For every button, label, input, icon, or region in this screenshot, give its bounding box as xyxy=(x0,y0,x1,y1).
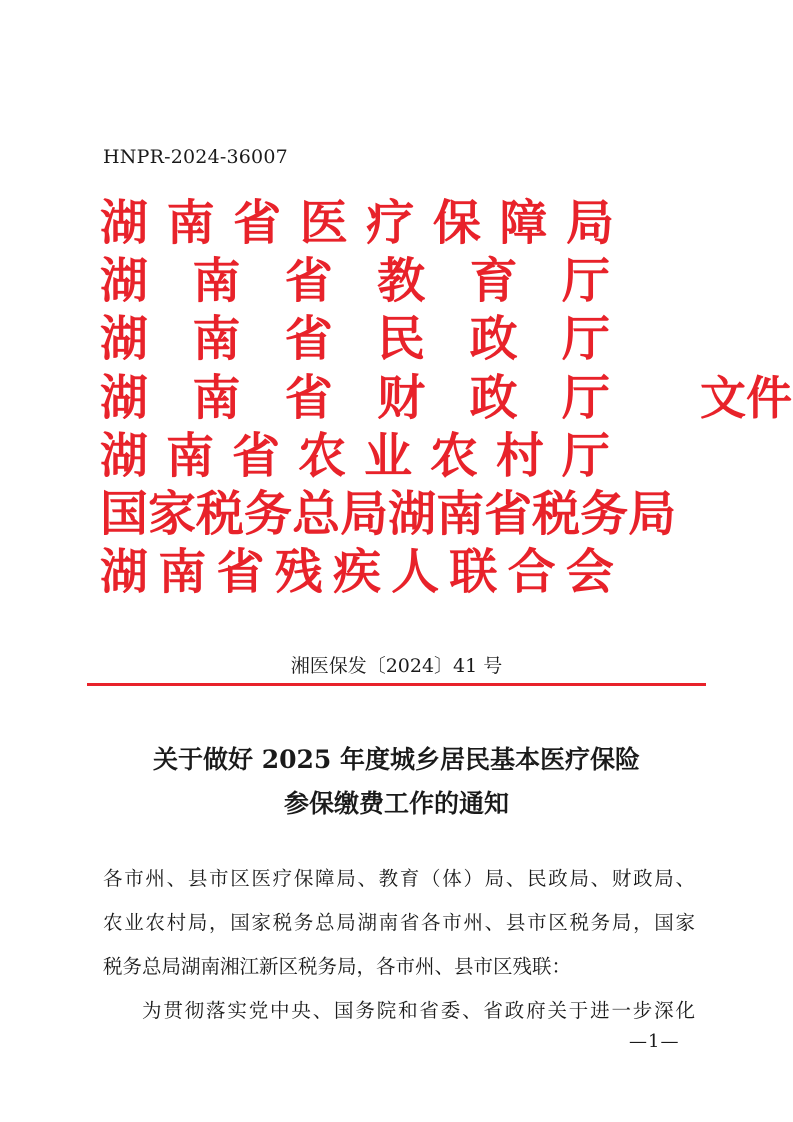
document-body xyxy=(103,857,695,1033)
issuer-char: 局 xyxy=(628,486,677,542)
issuer-char: 疾 xyxy=(332,544,381,600)
issuer-char: 南 xyxy=(165,428,214,484)
document-code: HNPR-2024-36007 xyxy=(103,146,288,168)
issuer-char: 税 xyxy=(532,486,581,542)
issuer-char: 省 xyxy=(484,486,533,542)
body-paragraph-start: 为贯彻落实党中央、国务院和省委、省政府关于进一步深化 xyxy=(142,999,695,1022)
issuer-char: 国 xyxy=(100,486,149,542)
issuer-char: 南 xyxy=(436,486,485,542)
issuer-row-finance xyxy=(100,368,610,428)
issuer-row-disabled-federation xyxy=(100,542,614,602)
issuer-row-civil-affairs xyxy=(100,309,610,369)
title-line-1: 关于做好 2025 年度城乡居民基本医疗保险 xyxy=(153,745,640,774)
issuer-char: 省 xyxy=(216,544,265,600)
issuer-char: 省 xyxy=(284,370,333,426)
recipients-line-2: 农业农村局，国家税务总局湖南省各市州、县市区税务局，国家 xyxy=(103,911,695,934)
issuer-char: 湖 xyxy=(100,428,149,484)
issuer-char: 省 xyxy=(233,195,282,251)
document-number: 湘医保发〔2024〕41 号 xyxy=(290,655,503,677)
red-separator-line xyxy=(87,683,706,686)
issuer-char: 南 xyxy=(192,370,241,426)
issuer-char: 民 xyxy=(377,311,426,367)
issuer-row-taxation xyxy=(100,484,677,544)
issuer-char: 务 xyxy=(244,486,293,542)
issuer-char: 厅 xyxy=(561,428,610,484)
issuer-char: 湖 xyxy=(100,544,149,600)
issuer-char: 农 xyxy=(429,428,478,484)
issuer-char: 业 xyxy=(363,428,412,484)
issuer-char: 农 xyxy=(297,428,346,484)
issuer-char: 省 xyxy=(284,253,333,309)
issuer-char: 育 xyxy=(469,253,518,309)
issuer-char: 总 xyxy=(292,486,341,542)
issuer-char: 厅 xyxy=(561,370,610,426)
issuer-char: 障 xyxy=(499,195,548,251)
document-type-label: 文件 xyxy=(700,371,792,425)
issuer-char: 厅 xyxy=(561,253,610,309)
document-title xyxy=(0,738,793,826)
title-line-2: 参保缴费工作的通知 xyxy=(283,789,509,818)
issuer-char: 疗 xyxy=(366,195,415,251)
issuer-char: 南 xyxy=(158,544,207,600)
issuer-char: 村 xyxy=(495,428,544,484)
issuer-char: 湖 xyxy=(100,195,149,251)
issuer-char: 家 xyxy=(148,486,197,542)
issuer-row-healthcare-security xyxy=(100,193,614,253)
issuer-char: 税 xyxy=(196,486,245,542)
issuer-char: 政 xyxy=(469,370,518,426)
issuer-char: 人 xyxy=(391,544,440,600)
page-number: —1— xyxy=(629,1031,680,1052)
issuer-row-agriculture xyxy=(100,426,610,486)
issuer-char: 教 xyxy=(377,253,426,309)
issuer-char: 合 xyxy=(507,544,556,600)
issuer-char: 残 xyxy=(274,544,323,600)
issuer-char: 湖 xyxy=(100,370,149,426)
issuer-char: 局 xyxy=(565,195,614,251)
recipients-line-3: 税务总局湖南湘江新区税务局，各市州、县市区残联： xyxy=(103,955,572,978)
issuer-char: 医 xyxy=(299,195,348,251)
issuer-char: 南 xyxy=(192,253,241,309)
issuer-char: 湖 xyxy=(100,253,149,309)
issuer-char: 保 xyxy=(432,195,481,251)
issuer-char: 局 xyxy=(340,486,389,542)
issuer-row-education xyxy=(100,251,610,311)
issuer-char: 厅 xyxy=(561,311,610,367)
issuer-char: 财 xyxy=(377,370,426,426)
issuer-char: 南 xyxy=(192,311,241,367)
issuer-char: 省 xyxy=(231,428,280,484)
issuer-char: 政 xyxy=(469,311,518,367)
issuer-char: 务 xyxy=(580,486,629,542)
issuer-char: 湖 xyxy=(100,311,149,367)
issuer-char: 会 xyxy=(565,544,614,600)
issuer-char: 南 xyxy=(166,195,215,251)
recipients-line-1: 各市州、县市区医疗保障局、教育（体）局、民政局、财政局、 xyxy=(103,867,695,890)
issuer-char: 省 xyxy=(284,311,333,367)
issuer-char: 湖 xyxy=(388,486,437,542)
issuer-char: 联 xyxy=(449,544,498,600)
